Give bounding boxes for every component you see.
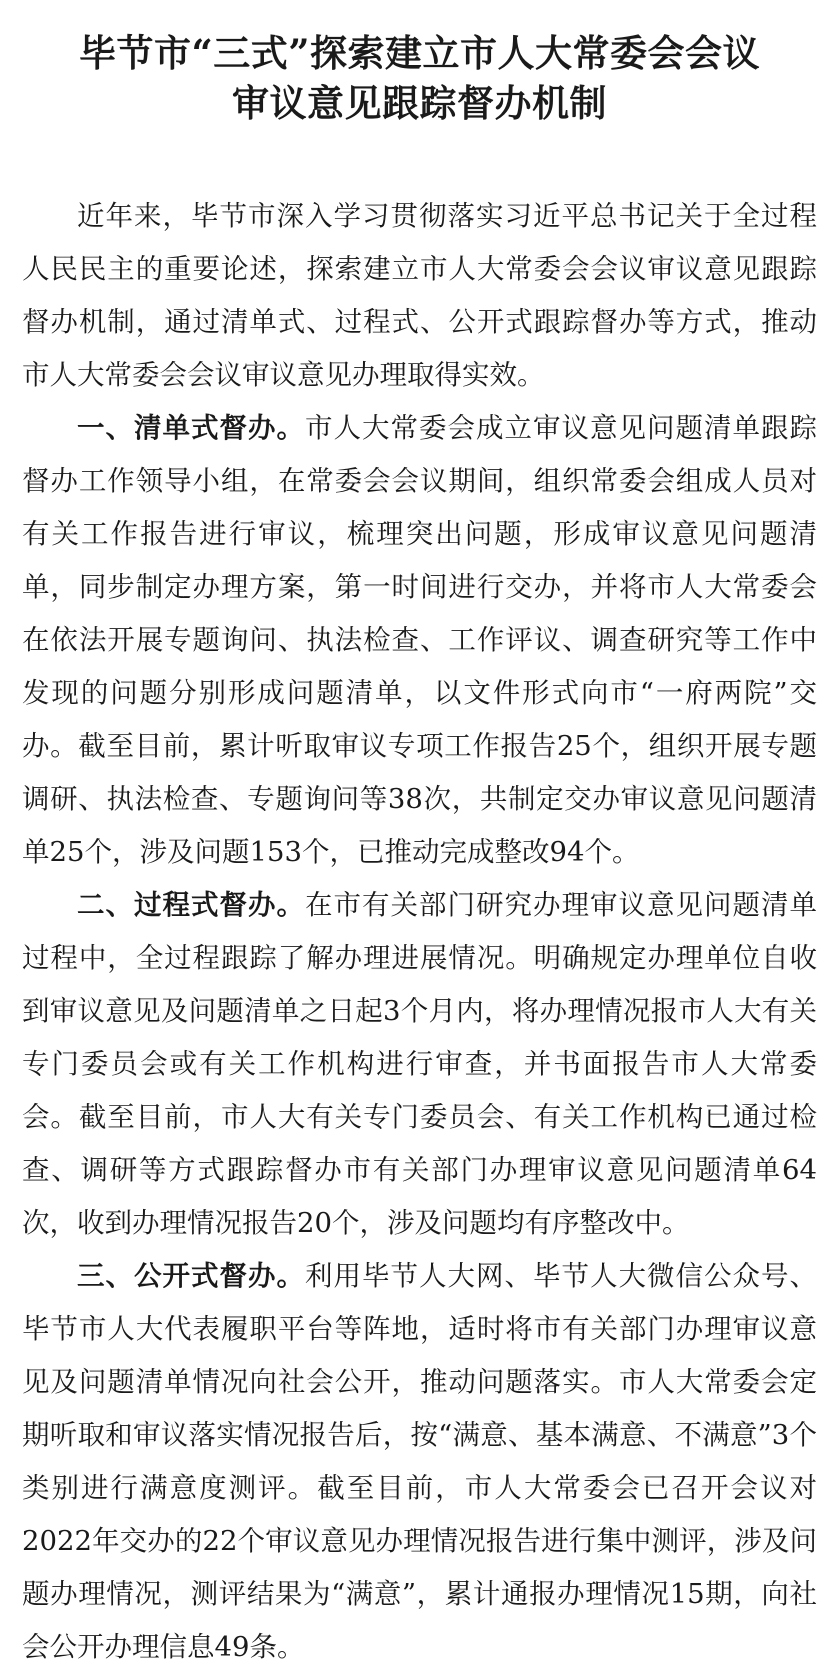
section-2-paragraph xyxy=(22,879,817,1250)
section-2-heading: 二、过程式督办。 xyxy=(77,889,305,921)
document-title xyxy=(22,28,817,128)
section-3-paragraph xyxy=(22,1250,817,1674)
title-line-1: 毕节市“三式”探索建立市人大常委会会议 xyxy=(78,31,761,75)
title-line-2: 审议意见跟踪督办机制 xyxy=(232,81,607,125)
intro-paragraph: 近年来，毕节市深入学习贯彻落实习近平总书记关于全过程人民民主的重要论述，探索建立市人大常委会会议审议意见跟踪督办机制，通过清单式、过程式、公开式跟踪督办等方式，推动市人大常委会会议审议意见办理取得实效。 xyxy=(22,200,817,391)
section-3-heading: 三、公开式督办。 xyxy=(77,1260,305,1292)
document-body xyxy=(22,190,817,1674)
section-2-text: 在市有关部门研究办理审议意见问题清单过程中，全过程跟踪了解办理进展情况。明确规定办理单位自收到审议意见及问题清单之日起3个月内，将办理情况报市人大有关专门委员会或有关工作机构进行审查，并书面报告市人大常委会。截至目前，市人大有关专门委员会、有关工作机构已通过检查、调研等方式跟踪督办市有关部门办理审议意见问题清单64次，收到办理情况报告20个，涉及问题均有序整改中。 xyxy=(22,889,817,1239)
section-1-text: 市人大常委会成立审议意见问题清单跟踪督办工作领导小组，在常委会会议期间，组织常委会组成人员对有关工作报告进行审议，梳理突出问题，形成审议意见问题清单，同步制定办理方案，第一时间进行交办，并将市人大常委会在依法开展专题询问、执法检查、工作评议、调查研究等工作中发现的问题分别形成问题清单，以文件形式向市“一府两院”交办。截至目前，累计听取审议专项工作报告25个，组织开展专题调研、执法检查、专题询问等38次，共制定交办审议意见问题清单25个，涉及问题153个，已推动完成整改94个。 xyxy=(22,412,817,868)
section-3-text: 利用毕节人大网、毕节人大微信公众号、毕节市人大代表履职平台等阵地，适时将市有关部门办理审议意见及问题清单情况向社会公开，推动问题落实。市人大常委会定期听取和审议落实情况报告后，按“满意、基本满意、不满意”3个类别进行满意度测评。截至目前，市人大常委会已召开会议对2022年交办的22个审议意见办理情况报告进行集中测评，涉及问题办理情况，测评结果为“满意”，累计通报办理情况15期，向社会公开办理信息49条。 xyxy=(22,1260,817,1663)
section-1-heading: 一、清单式督办。 xyxy=(77,412,305,444)
section-1-paragraph xyxy=(22,402,817,879)
